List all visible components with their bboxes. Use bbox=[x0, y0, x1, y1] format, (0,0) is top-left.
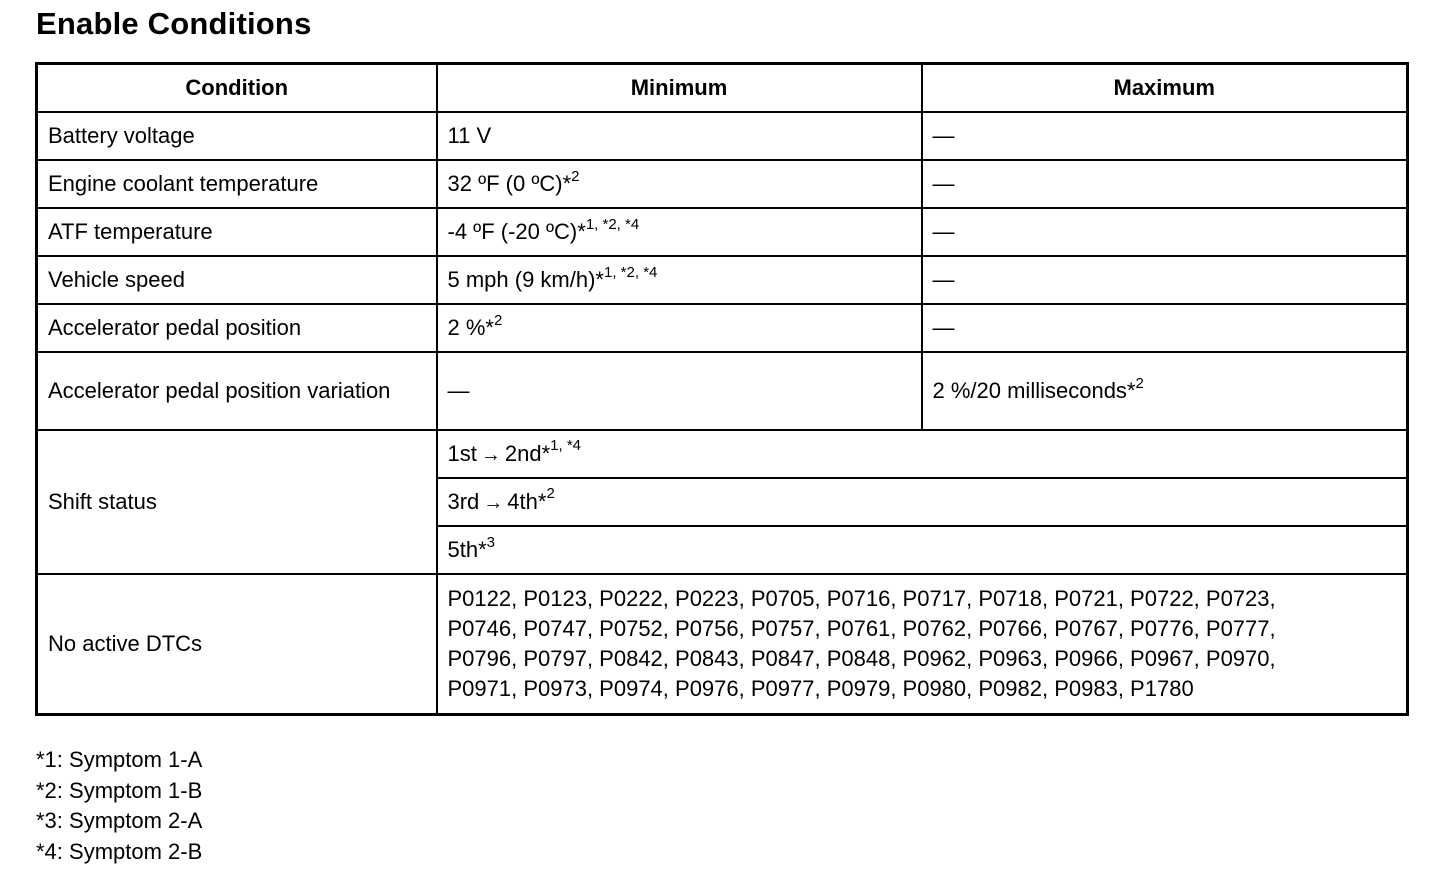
shift-to: 4th* bbox=[507, 488, 547, 514]
footnote-ref: 2 bbox=[1135, 374, 1144, 392]
shift-status-item bbox=[437, 430, 1408, 478]
maximum-value: — bbox=[932, 123, 955, 148]
footnote: *4: Symptom 2-B bbox=[36, 838, 203, 864]
header-condition: Condition bbox=[37, 64, 437, 113]
shift-from: 5th* bbox=[447, 537, 487, 562]
header-maximum: Maximum bbox=[922, 64, 1408, 113]
shift-status-item bbox=[437, 478, 1408, 526]
footnote-ref: 3 bbox=[486, 533, 495, 551]
table-row bbox=[37, 112, 1408, 160]
table-row bbox=[37, 304, 1408, 352]
right-arrow-icon: → bbox=[480, 443, 501, 466]
minimum-value: 11 V bbox=[447, 123, 492, 148]
footnote-ref: 1, *2, *4 bbox=[604, 263, 658, 281]
dtc-line: P0796, P0797, P0842, P0843, P0847, P0848, P0962, P0963, P0966, P0967, P0970, bbox=[447, 646, 1276, 671]
dtc-line: P0971, P0973, P0974, P0976, P0977, P0979, P0980, P0982, P0983, P1780 bbox=[447, 676, 1194, 701]
maximum-cell bbox=[922, 256, 1408, 304]
table-row bbox=[37, 256, 1408, 304]
maximum-cell bbox=[922, 160, 1408, 208]
maximum-value: — bbox=[932, 171, 955, 196]
shift-from: 1st bbox=[447, 440, 477, 466]
shift-status-label: Shift status bbox=[37, 430, 437, 574]
table-header-row bbox=[37, 64, 1408, 113]
footnote: *2: Symptom 1-B bbox=[36, 777, 203, 803]
footnote-ref: 1, *2, *4 bbox=[585, 215, 640, 233]
table-row bbox=[37, 352, 1408, 430]
minimum-cell bbox=[437, 256, 922, 304]
minimum-cell bbox=[437, 112, 922, 160]
dtc-list bbox=[437, 574, 1408, 715]
footnote-ref: 1, *4 bbox=[550, 437, 581, 455]
footnote: *3: Symptom 2-A bbox=[36, 808, 203, 833]
right-arrow-icon: → bbox=[483, 491, 504, 514]
dtc-line: P0746, P0747, P0752, P0756, P0757, P0761, P0762, P0766, P0767, P0776, P0777, bbox=[447, 616, 1276, 641]
minimum-cell bbox=[437, 160, 922, 208]
maximum-value: — bbox=[932, 315, 955, 340]
maximum-value: — bbox=[932, 219, 955, 244]
dtc-line: P0122, P0123, P0222, P0223, P0705, P0716, P0717, P0718, P0721, P0722, P0723, bbox=[447, 586, 1276, 611]
table-row bbox=[37, 208, 1408, 256]
minimum-value: -4 ºF (-20 ºC)* bbox=[447, 219, 586, 244]
maximum-value: 2 %/20 milliseconds* bbox=[932, 378, 1136, 403]
shift-to: 2nd* bbox=[504, 440, 551, 466]
minimum-cell bbox=[437, 304, 922, 352]
minimum-cell bbox=[437, 208, 922, 256]
condition-cell: ATF temperature bbox=[37, 208, 437, 256]
enable-conditions-table bbox=[35, 62, 1409, 716]
maximum-cell bbox=[922, 304, 1408, 352]
minimum-cell bbox=[437, 352, 922, 430]
maximum-value: — bbox=[932, 267, 955, 292]
dtc-row bbox=[37, 574, 1408, 715]
shift-from: 3rd bbox=[447, 488, 480, 514]
minimum-value: 5 mph (9 km/h)* bbox=[447, 267, 604, 292]
maximum-cell bbox=[922, 208, 1408, 256]
minimum-value: 32 ºF (0 ºC)* bbox=[447, 171, 572, 196]
maximum-cell bbox=[922, 112, 1408, 160]
maximum-cell bbox=[922, 352, 1408, 430]
footnote-ref: 2 bbox=[546, 485, 555, 503]
dtc-label: No active DTCs bbox=[37, 574, 437, 715]
condition-cell: Accelerator pedal position bbox=[37, 304, 437, 352]
shift-status-item bbox=[437, 526, 1408, 574]
footnotes bbox=[36, 745, 202, 867]
condition-cell: Vehicle speed bbox=[37, 256, 437, 304]
condition-cell: Battery voltage bbox=[37, 112, 437, 160]
condition-cell: Engine coolant temperature bbox=[37, 160, 437, 208]
minimum-value: — bbox=[447, 378, 470, 403]
header-minimum: Minimum bbox=[437, 64, 922, 113]
table-row bbox=[37, 160, 1408, 208]
page-title: Enable Conditions bbox=[36, 6, 312, 41]
condition-cell: Accelerator pedal position variation bbox=[37, 352, 437, 430]
footnote-ref: 2 bbox=[493, 311, 503, 329]
minimum-value: 2 %* bbox=[447, 315, 494, 340]
shift-status-row bbox=[37, 430, 1408, 478]
footnote-ref: 2 bbox=[571, 167, 580, 185]
footnote: *1: Symptom 1-A bbox=[36, 747, 203, 772]
